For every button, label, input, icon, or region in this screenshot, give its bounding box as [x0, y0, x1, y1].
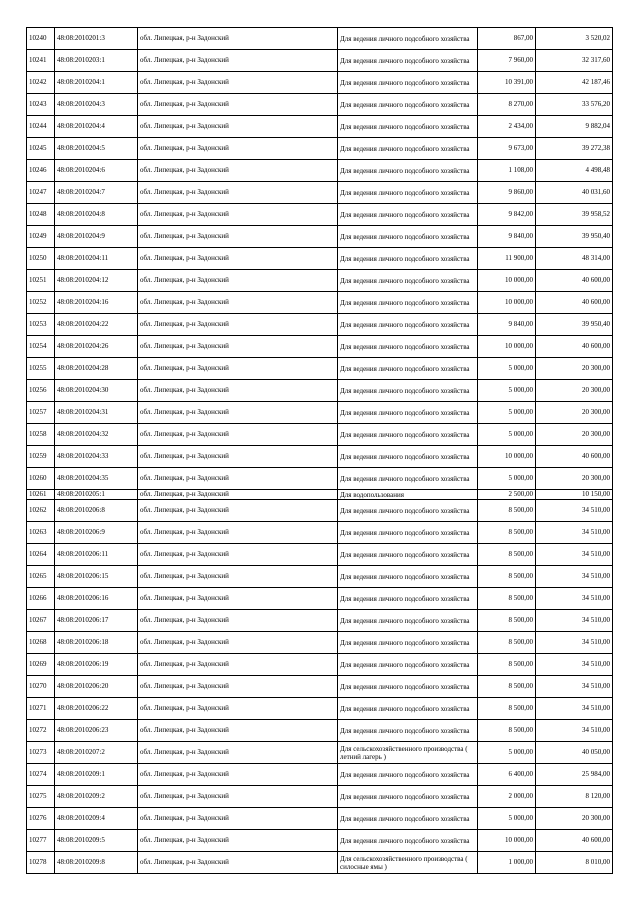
cadastral-value-cell: 40 600,00 — [536, 292, 613, 314]
row-number-cell: 10240 — [27, 28, 55, 50]
cadastral-value-cell: 9 882,04 — [536, 116, 613, 138]
area-cell: 5 000,00 — [478, 358, 536, 380]
cadastral-value-cell: 4 498,48 — [536, 160, 613, 182]
area-cell: 8 500,00 — [478, 610, 536, 632]
land-use-cell: Для ведения личного подсобного хозяйства — [338, 698, 478, 720]
cadastral-number-cell: 48:08:2010204:4 — [55, 116, 138, 138]
row-number-cell: 10257 — [27, 402, 55, 424]
row-number-cell: 10259 — [27, 446, 55, 468]
cadastral-number-cell: 48:08:2010206:22 — [55, 698, 138, 720]
row-number-cell: 10265 — [27, 566, 55, 588]
table-row — [27, 292, 613, 314]
row-number-cell: 10241 — [27, 50, 55, 72]
cadastral-value-cell: 20 300,00 — [536, 808, 613, 830]
land-use-cell: Для ведения личного подсобного хозяйства — [338, 808, 478, 830]
cadastral-number-cell: 48:08:2010206:18 — [55, 632, 138, 654]
land-use-cell: Для ведения личного подсобного хозяйства — [338, 182, 478, 204]
area-cell: 8 500,00 — [478, 566, 536, 588]
row-number-cell: 10248 — [27, 204, 55, 226]
land-use-cell: Для ведения личного подсобного хозяйства — [338, 94, 478, 116]
area-cell: 8 500,00 — [478, 522, 536, 544]
area-cell: 9 842,00 — [478, 204, 536, 226]
cadastral-number-cell: 48:08:2010206:16 — [55, 588, 138, 610]
cadastral-number-cell: 48:08:2010206:15 — [55, 566, 138, 588]
table-row — [27, 314, 613, 336]
land-parcels-table — [26, 27, 613, 874]
row-number-cell: 10272 — [27, 720, 55, 742]
land-use-cell: Для ведения личного подсобного хозяйства — [338, 336, 478, 358]
area-cell: 5 000,00 — [478, 808, 536, 830]
cadastral-value-cell: 40 600,00 — [536, 270, 613, 292]
table-row — [27, 544, 613, 566]
row-number-cell: 10271 — [27, 698, 55, 720]
area-cell: 10 391,00 — [478, 72, 536, 94]
cadastral-value-cell: 25 984,00 — [536, 764, 613, 786]
address-cell: обл. Липецкая, р-н Задонский — [138, 500, 338, 522]
table-row — [27, 138, 613, 160]
row-number-cell: 10264 — [27, 544, 55, 566]
cadastral-value-cell: 40 600,00 — [536, 446, 613, 468]
address-cell: обл. Липецкая, р-н Задонский — [138, 226, 338, 248]
land-use-cell: Для ведения личного подсобного хозяйства — [338, 566, 478, 588]
table-row — [27, 720, 613, 742]
land-use-cell: Для ведения личного подсобного хозяйства — [338, 204, 478, 226]
cadastral-number-cell: 48:08:2010204:26 — [55, 336, 138, 358]
cadastral-number-cell: 48:08:2010204:5 — [55, 138, 138, 160]
table-row — [27, 588, 613, 610]
address-cell: обл. Липецкая, р-н Задонский — [138, 116, 338, 138]
cadastral-number-cell: 48:08:2010204:16 — [55, 292, 138, 314]
cadastral-number-cell: 48:08:2010209:5 — [55, 830, 138, 852]
cadastral-number-cell: 48:08:2010206:8 — [55, 500, 138, 522]
row-number-cell: 10253 — [27, 314, 55, 336]
cadastral-value-cell: 34 510,00 — [536, 588, 613, 610]
land-use-cell: Для ведения личного подсобного хозяйства — [338, 226, 478, 248]
address-cell: обл. Липецкая, р-н Задонский — [138, 138, 338, 160]
address-cell: обл. Липецкая, р-н Задонский — [138, 402, 338, 424]
table-row — [27, 270, 613, 292]
cadastral-number-cell: 48:08:2010206:19 — [55, 654, 138, 676]
row-number-cell: 10273 — [27, 742, 55, 764]
cadastral-value-cell: 34 510,00 — [536, 566, 613, 588]
land-use-cell: Для ведения личного подсобного хозяйства — [338, 446, 478, 468]
cadastral-value-cell: 39 950,40 — [536, 314, 613, 336]
row-number-cell: 10245 — [27, 138, 55, 160]
row-number-cell: 10244 — [27, 116, 55, 138]
cadastral-value-cell: 20 300,00 — [536, 424, 613, 446]
address-cell: обл. Липецкая, р-н Задонский — [138, 632, 338, 654]
table-row — [27, 226, 613, 248]
area-cell: 8 500,00 — [478, 500, 536, 522]
cadastral-value-cell: 34 510,00 — [536, 610, 613, 632]
land-use-cell: Для водопользования — [338, 490, 478, 500]
area-cell: 8 500,00 — [478, 588, 536, 610]
land-use-cell: Для ведения личного подсобного хозяйства — [338, 764, 478, 786]
address-cell: обл. Липецкая, р-н Задонский — [138, 610, 338, 632]
area-cell: 6 400,00 — [478, 764, 536, 786]
row-number-cell: 10258 — [27, 424, 55, 446]
row-number-cell: 10256 — [27, 380, 55, 402]
address-cell: обл. Липецкая, р-н Задонский — [138, 446, 338, 468]
row-number-cell: 10250 — [27, 248, 55, 270]
land-use-cell: Для ведения личного подсобного хозяйства — [338, 270, 478, 292]
cadastral-value-cell: 34 510,00 — [536, 544, 613, 566]
area-cell: 2 000,00 — [478, 786, 536, 808]
table-row — [27, 248, 613, 270]
cadastral-value-cell: 8 120,00 — [536, 786, 613, 808]
cadastral-value-cell: 33 576,20 — [536, 94, 613, 116]
area-cell: 8 500,00 — [478, 654, 536, 676]
area-cell: 8 500,00 — [478, 698, 536, 720]
table-row — [27, 676, 613, 698]
land-use-cell: Для ведения личного подсобного хозяйства — [338, 544, 478, 566]
table-row — [27, 468, 613, 490]
area-cell: 2 500,00 — [478, 490, 536, 500]
land-use-cell: Для ведения личного подсобного хозяйства — [338, 314, 478, 336]
land-use-cell: Для ведения личного подсобного хозяйства — [338, 160, 478, 182]
land-use-cell: Для ведения личного подсобного хозяйства — [338, 500, 478, 522]
table-row — [27, 50, 613, 72]
address-cell: обл. Липецкая, р-н Задонский — [138, 698, 338, 720]
address-cell: обл. Липецкая, р-н Задонский — [138, 786, 338, 808]
land-use-cell: Для ведения личного подсобного хозяйства — [338, 468, 478, 490]
area-cell: 10 000,00 — [478, 336, 536, 358]
address-cell: обл. Липецкая, р-н Задонский — [138, 808, 338, 830]
row-number-cell: 10242 — [27, 72, 55, 94]
cadastral-number-cell: 48:08:2010206:11 — [55, 544, 138, 566]
address-cell: обл. Липецкая, р-н Задонский — [138, 314, 338, 336]
row-number-cell: 10268 — [27, 632, 55, 654]
cadastral-number-cell: 48:08:2010209:8 — [55, 852, 138, 874]
address-cell: обл. Липецкая, р-н Задонский — [138, 292, 338, 314]
cadastral-value-cell: 40 600,00 — [536, 336, 613, 358]
address-cell: обл. Липецкая, р-н Задонский — [138, 522, 338, 544]
cadastral-value-cell: 34 510,00 — [536, 522, 613, 544]
cadastral-number-cell: 48:08:2010209:1 — [55, 764, 138, 786]
address-cell: обл. Липецкая, р-н Задонский — [138, 468, 338, 490]
row-number-cell: 10252 — [27, 292, 55, 314]
land-use-cell: Для ведения личного подсобного хозяйства — [338, 380, 478, 402]
address-cell: обл. Липецкая, р-н Задонский — [138, 830, 338, 852]
area-cell: 8 270,00 — [478, 94, 536, 116]
land-use-cell: Для ведения личного подсобного хозяйства — [338, 50, 478, 72]
cadastral-number-cell: 48:08:2010209:4 — [55, 808, 138, 830]
cadastral-number-cell: 48:08:2010206:17 — [55, 610, 138, 632]
area-cell: 867,00 — [478, 28, 536, 50]
area-cell: 8 500,00 — [478, 676, 536, 698]
area-cell: 8 500,00 — [478, 720, 536, 742]
address-cell: обл. Липецкая, р-н Задонский — [138, 336, 338, 358]
row-number-cell: 10249 — [27, 226, 55, 248]
area-cell: 9 840,00 — [478, 226, 536, 248]
cadastral-number-cell: 48:08:2010206:20 — [55, 676, 138, 698]
area-cell: 8 500,00 — [478, 544, 536, 566]
cadastral-number-cell: 48:08:2010209:2 — [55, 786, 138, 808]
cadastral-value-cell: 34 510,00 — [536, 500, 613, 522]
cadastral-value-cell: 39 272,38 — [536, 138, 613, 160]
cadastral-number-cell: 48:08:2010206:9 — [55, 522, 138, 544]
table-row — [27, 94, 613, 116]
cadastral-number-cell: 48:08:2010204:22 — [55, 314, 138, 336]
land-use-cell: Для ведения личного подсобного хозяйства — [338, 358, 478, 380]
cadastral-value-cell: 34 510,00 — [536, 676, 613, 698]
address-cell: обл. Липецкая, р-н Задонский — [138, 72, 338, 94]
address-cell: обл. Липецкая, р-н Задонский — [138, 764, 338, 786]
area-cell: 5 000,00 — [478, 402, 536, 424]
cadastral-value-cell: 34 510,00 — [536, 720, 613, 742]
cadastral-number-cell: 48:08:2010204:3 — [55, 94, 138, 116]
table-row — [27, 204, 613, 226]
cadastral-number-cell: 48:08:2010204:28 — [55, 358, 138, 380]
address-cell: обл. Липецкая, р-н Задонский — [138, 424, 338, 446]
land-use-cell: Для ведения личного подсобного хозяйства — [338, 292, 478, 314]
cadastral-number-cell: 48:08:2010207:2 — [55, 742, 138, 764]
cadastral-value-cell: 34 510,00 — [536, 632, 613, 654]
table-row — [27, 116, 613, 138]
cadastral-number-cell: 48:08:2010204:8 — [55, 204, 138, 226]
cadastral-value-cell: 32 317,60 — [536, 50, 613, 72]
row-number-cell: 10263 — [27, 522, 55, 544]
land-use-cell: Для ведения личного подсобного хозяйства — [338, 786, 478, 808]
table-row — [27, 852, 613, 874]
address-cell: обл. Липецкая, р-н Задонский — [138, 588, 338, 610]
area-cell: 1 108,00 — [478, 160, 536, 182]
table-row — [27, 500, 613, 522]
cadastral-value-cell: 20 300,00 — [536, 358, 613, 380]
table-row — [27, 742, 613, 764]
table-row — [27, 336, 613, 358]
row-number-cell: 10274 — [27, 764, 55, 786]
table-row — [27, 808, 613, 830]
cadastral-number-cell: 48:08:2010204:11 — [55, 248, 138, 270]
land-use-cell: Для ведения личного подсобного хозяйства — [338, 28, 478, 50]
area-cell: 5 000,00 — [478, 424, 536, 446]
row-number-cell: 10278 — [27, 852, 55, 874]
cadastral-number-cell: 48:08:2010206:23 — [55, 720, 138, 742]
land-use-cell: Для сельскохозяйственного производства ( летний лагерь ) — [338, 742, 478, 764]
row-number-cell: 10270 — [27, 676, 55, 698]
table-row — [27, 380, 613, 402]
table-row — [27, 786, 613, 808]
row-number-cell: 10260 — [27, 468, 55, 490]
cadastral-number-cell: 48:08:2010204:12 — [55, 270, 138, 292]
document-page — [26, 27, 612, 874]
cadastral-value-cell: 8 010,00 — [536, 852, 613, 874]
cadastral-value-cell: 20 300,00 — [536, 468, 613, 490]
row-number-cell: 10275 — [27, 786, 55, 808]
row-number-cell: 10277 — [27, 830, 55, 852]
area-cell: 8 500,00 — [478, 632, 536, 654]
table-row — [27, 72, 613, 94]
cadastral-value-cell: 34 510,00 — [536, 654, 613, 676]
address-cell: обл. Липецкая, р-н Задонский — [138, 380, 338, 402]
table-row — [27, 490, 613, 500]
table-row — [27, 28, 613, 50]
area-cell: 10 000,00 — [478, 270, 536, 292]
area-cell: 2 434,00 — [478, 116, 536, 138]
cadastral-number-cell: 48:08:2010201:3 — [55, 28, 138, 50]
row-number-cell: 10246 — [27, 160, 55, 182]
cadastral-number-cell: 48:08:2010204:33 — [55, 446, 138, 468]
table-row — [27, 424, 613, 446]
cadastral-number-cell: 48:08:2010204:9 — [55, 226, 138, 248]
table-row — [27, 654, 613, 676]
cadastral-value-cell: 48 314,00 — [536, 248, 613, 270]
land-use-cell: Для ведения личного подсобного хозяйства — [338, 720, 478, 742]
row-number-cell: 10276 — [27, 808, 55, 830]
table-row — [27, 830, 613, 852]
cadastral-value-cell: 3 520,02 — [536, 28, 613, 50]
table-row — [27, 358, 613, 380]
land-use-cell: Для ведения личного подсобного хозяйства — [338, 654, 478, 676]
table-row — [27, 764, 613, 786]
area-cell: 1 000,00 — [478, 852, 536, 874]
row-number-cell: 10266 — [27, 588, 55, 610]
address-cell: обл. Липецкая, р-н Задонский — [138, 566, 338, 588]
row-number-cell: 10267 — [27, 610, 55, 632]
address-cell: обл. Липецкая, р-н Задонский — [138, 50, 338, 72]
address-cell: обл. Липецкая, р-н Задонский — [138, 204, 338, 226]
address-cell: обл. Липецкая, р-н Задонский — [138, 358, 338, 380]
land-use-cell: Для сельскохозяйственного производства ( силосные ямы ) — [338, 852, 478, 874]
land-use-cell: Для ведения личного подсобного хозяйства — [338, 676, 478, 698]
area-cell: 5 000,00 — [478, 742, 536, 764]
land-use-cell: Для ведения личного подсобного хозяйства — [338, 248, 478, 270]
cadastral-value-cell: 10 150,00 — [536, 490, 613, 500]
address-cell: обл. Липецкая, р-н Задонский — [138, 676, 338, 698]
address-cell: обл. Липецкая, р-н Задонский — [138, 852, 338, 874]
address-cell: обл. Липецкая, р-н Задонский — [138, 182, 338, 204]
table-row — [27, 402, 613, 424]
area-cell: 7 960,00 — [478, 50, 536, 72]
table-row — [27, 446, 613, 468]
cadastral-value-cell: 42 187,46 — [536, 72, 613, 94]
land-use-cell: Для ведения личного подсобного хозяйства — [338, 588, 478, 610]
cadastral-number-cell: 48:08:2010204:1 — [55, 72, 138, 94]
address-cell: обл. Липецкая, р-н Задонский — [138, 544, 338, 566]
row-number-cell: 10269 — [27, 654, 55, 676]
cadastral-value-cell: 40 031,60 — [536, 182, 613, 204]
cadastral-number-cell: 48:08:2010205:1 — [55, 490, 138, 500]
row-number-cell: 10251 — [27, 270, 55, 292]
cadastral-number-cell: 48:08:2010204:31 — [55, 402, 138, 424]
area-cell: 5 000,00 — [478, 380, 536, 402]
row-number-cell: 10255 — [27, 358, 55, 380]
address-cell: обл. Липецкая, р-н Задонский — [138, 270, 338, 292]
cadastral-value-cell: 20 300,00 — [536, 380, 613, 402]
cadastral-number-cell: 48:08:2010204:6 — [55, 160, 138, 182]
area-cell: 5 000,00 — [478, 468, 536, 490]
area-cell: 9 673,00 — [478, 138, 536, 160]
table-row — [27, 160, 613, 182]
address-cell: обл. Липецкая, р-н Задонский — [138, 94, 338, 116]
address-cell: обл. Липецкая, р-н Задонский — [138, 160, 338, 182]
cadastral-value-cell: 20 300,00 — [536, 402, 613, 424]
table-row — [27, 632, 613, 654]
address-cell: обл. Липецкая, р-н Задонский — [138, 28, 338, 50]
cadastral-value-cell: 40 050,00 — [536, 742, 613, 764]
cadastral-number-cell: 48:08:2010204:30 — [55, 380, 138, 402]
land-use-cell: Для ведения личного подсобного хозяйства — [338, 72, 478, 94]
cadastral-value-cell: 39 950,40 — [536, 226, 613, 248]
table-row — [27, 182, 613, 204]
address-cell: обл. Липецкая, р-н Задонский — [138, 654, 338, 676]
cadastral-value-cell: 40 600,00 — [536, 830, 613, 852]
cadastral-value-cell: 39 958,52 — [536, 204, 613, 226]
address-cell: обл. Липецкая, р-н Задонский — [138, 742, 338, 764]
land-use-cell: Для ведения личного подсобного хозяйства — [338, 402, 478, 424]
table-row — [27, 610, 613, 632]
cadastral-number-cell: 48:08:2010204:7 — [55, 182, 138, 204]
cadastral-value-cell: 34 510,00 — [536, 698, 613, 720]
row-number-cell: 10247 — [27, 182, 55, 204]
area-cell: 10 000,00 — [478, 830, 536, 852]
table-body — [27, 28, 613, 874]
area-cell: 10 000,00 — [478, 446, 536, 468]
table-row — [27, 566, 613, 588]
cadastral-number-cell: 48:08:2010203:1 — [55, 50, 138, 72]
table-row — [27, 698, 613, 720]
land-use-cell: Для ведения личного подсобного хозяйства — [338, 830, 478, 852]
cadastral-number-cell: 48:08:2010204:35 — [55, 468, 138, 490]
address-cell: обл. Липецкая, р-н Задонский — [138, 720, 338, 742]
land-use-cell: Для ведения личного подсобного хозяйства — [338, 522, 478, 544]
land-use-cell: Для ведения личного подсобного хозяйства — [338, 116, 478, 138]
table-row — [27, 522, 613, 544]
area-cell: 9 840,00 — [478, 314, 536, 336]
row-number-cell: 10243 — [27, 94, 55, 116]
row-number-cell: 10254 — [27, 336, 55, 358]
land-use-cell: Для ведения личного подсобного хозяйства — [338, 632, 478, 654]
area-cell: 10 000,00 — [478, 292, 536, 314]
land-use-cell: Для ведения личного подсобного хозяйства — [338, 138, 478, 160]
land-use-cell: Для ведения личного подсобного хозяйства — [338, 424, 478, 446]
land-use-cell: Для ведения личного подсобного хозяйства — [338, 610, 478, 632]
row-number-cell: 10262 — [27, 500, 55, 522]
row-number-cell: 10261 — [27, 490, 55, 500]
address-cell: обл. Липецкая, р-н Задонский — [138, 248, 338, 270]
area-cell: 9 860,00 — [478, 182, 536, 204]
area-cell: 11 900,00 — [478, 248, 536, 270]
cadastral-number-cell: 48:08:2010204:32 — [55, 424, 138, 446]
address-cell: обл. Липецкая, р-н Задонский — [138, 490, 338, 500]
